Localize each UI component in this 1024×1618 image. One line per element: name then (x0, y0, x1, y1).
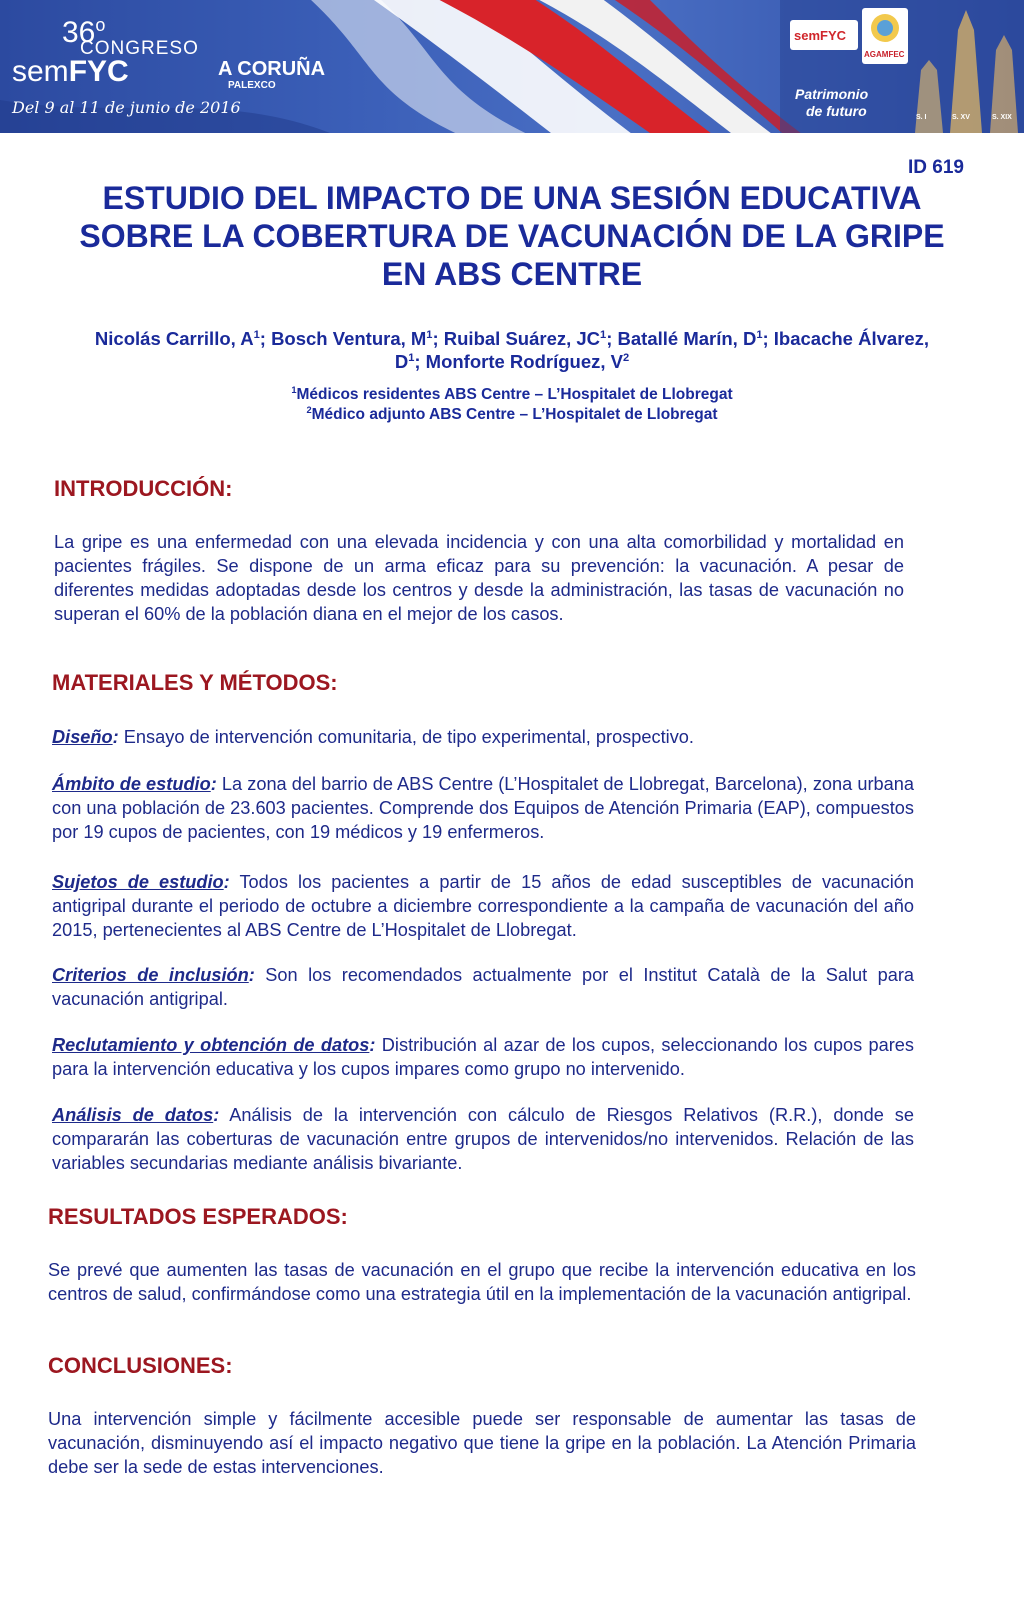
agamfec-logo: AGAMFEC (862, 8, 908, 64)
slogan-line-1: Patrimonio (795, 86, 869, 102)
author-list: Nicolás Carrillo, $A^1$; Bosch Ventura, $M^1$; Ruibal Suárez, $JC^1$; Batallé Marín, $D^1$; Ibacache Álvarez, $D^1$; Monforte Rodríguez, $V^2$ (94, 328, 930, 372)
tower-label-2: S. XV (952, 114, 970, 121)
edition-number: 36$^o$ (62, 15, 106, 49)
intro-heading: INTRODUCCIÓN: (54, 476, 233, 501)
abstract-id: ID 619 (908, 157, 964, 178)
congress-dates: Del 9 al 11 de junio de 2016 (12, 98, 241, 117)
conclusions-heading: CONCLUSIONES: (48, 1353, 233, 1378)
results-heading: RESULTADOS ESPERADOS: (48, 1204, 348, 1229)
venue-name: PALEXCO (228, 80, 276, 91)
results-text: Se prevé que aumenten las tasas de vacunación en el grupo que recibe la intervención educativa en los centros de salud, confirmándose como una estrategia útil en la implementación de la vacunación antigripal. (48, 1260, 916, 1304)
slogan-line-2: de futuro (806, 103, 867, 119)
tower-label-1: S. I (916, 114, 927, 121)
analisis-paragraph: Análisis de datos: Análisis de la intervención con cálculo de Riesgos Relativos (R.R.), donde se compararán las coberturas de vacunación entre grupos de intervenidos/no intervenidos. Relación de las variables secundarias mediante análisis bivariante. (52, 1105, 914, 1173)
ambito-paragraph: Ámbito de estudio: La zona del barrio de ABS Centre (L’Hospitalet de Llobregat, Barcelona), zona urbana con una población de 23.603 pacientes. Comprende dos Equipos de Atención Primaria (EAP), compuestos por 19 cupos de pacientes, con 19 médicos y 19 enfermeros. (52, 774, 914, 842)
intro-text: La gripe es una enfermedad con una elevada incidencia y con una alta comorbilidad y mortalidad en pacientes frágiles. Se dispone de un arma eficaz para su prevención: la vacunación. A pesar de diferentes medidas adoptadas desde los centros y desde la administración, las tasas de vacunación no superan el 60% de la población diana en el mejor de los casos. (54, 532, 904, 624)
diseno-paragraph: Diseño: Ensayo de intervención comunitaria, de tipo experimental, prospectivo. (52, 727, 694, 747)
affiliation-1: $^1$Médicos residentes ABS Centre – L’Hospitalet de Llobregat (291, 384, 733, 403)
criterios-paragraph: Criterios de inclusión: Son los recomendados actualmente por el Institut Català de la Salut para vacunación antigripal. (52, 965, 914, 1009)
congreso-label: CONGRESO (80, 38, 199, 59)
affiliation-2: $^2$Médico adjunto ABS Centre – L’Hospitalet de Llobregat (306, 404, 718, 423)
city-name: A CORUÑA (218, 58, 326, 80)
agamfec-emblem-icon (862, 8, 908, 48)
methods-heading: MATERIALES Y MÉTODOS: (52, 670, 338, 695)
poster-title: ESTUDIO DEL IMPACTO DE UNA SESIÓN EDUCATIVA SOBRE LA COBERTURA DE VACUNACIÓN DE LA GRIPE EN ABS CENTRE (79, 180, 945, 292)
tower-label-3: S. XIX (992, 114, 1012, 121)
semfyc-logo: semFYC (790, 20, 858, 50)
semfyc-brand: semFYC (12, 55, 129, 88)
conclusions-text: Una intervención simple y fácilmente accesible puede ser responsable de aumentar las tasas de vacunación, disminuyendo así el impacto negativo que tiene la gripe en la población. La Atención Primaria debe ser la sede de estas intervenciones. (48, 1409, 916, 1477)
affiliations (60, 385, 964, 425)
sujetos-paragraph: Sujetos de estudio: Todos los pacientes a partir de 15 años de edad susceptibles de vacunación antigripal durante el periodo de octubre a diciembre correspondiente a la campaña de vacunación del año 2015, pertenecientes al ABS Centre de L’Hospitalet de Llobregat. (52, 872, 914, 940)
reclutamiento-paragraph: Reclutamiento y obtención de datos: Distribución al azar de los cupos, seleccionando los cupos pares para la intervención educativa y los cupos impares como grupo no intervenido. (52, 1035, 914, 1079)
congress-banner (0, 0, 1024, 133)
